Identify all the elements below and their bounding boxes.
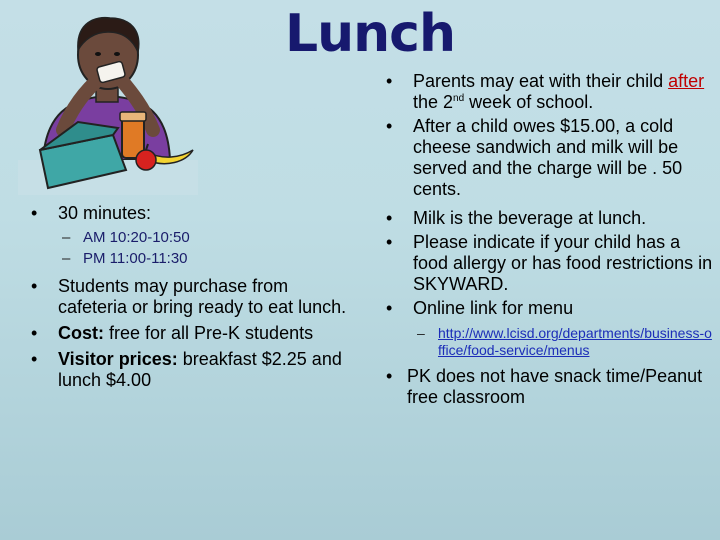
bullet-food-allergy: • Please indicate if your child has a food allergy or has food restrictions in SKYWARD. bbox=[373, 232, 713, 295]
menu-link[interactable]: http://www.lcisd.org/departments/business-office/food-service/menus bbox=[438, 325, 712, 358]
bullet-online-menu: • Online link for menu bbox=[373, 298, 713, 319]
bullet-parents-eat: • Parents may eat with their child after the 2nd week of school. bbox=[373, 71, 713, 113]
slide-title: Lunch bbox=[285, 4, 456, 64]
left-bullet-list bbox=[18, 203, 353, 391]
bullet-milk-beverage: • Milk is the beverage at lunch. bbox=[373, 208, 713, 229]
sub-bullet-menu-link bbox=[373, 325, 713, 359]
after-emphasis: after bbox=[668, 71, 705, 91]
boy-eating-sandwich-icon bbox=[18, 10, 198, 195]
bullet-cost: • Cost: free for all Pre-K students bbox=[18, 323, 353, 344]
bullet-lunch-duration: • 30 minutes: bbox=[18, 203, 353, 224]
bullet-visitor-prices: • Visitor prices: breakfast $2.25 and lunch $4.00 bbox=[18, 349, 353, 391]
bullet-purchase-or-bring: • Students may purchase from cafeteria or bring ready to eat lunch. bbox=[18, 276, 353, 318]
right-bullet-list bbox=[373, 71, 713, 408]
sub-bullet-pm-time: – PM 11:00-11:30 bbox=[18, 250, 353, 268]
sub-bullet-am-time: – AM 10:20-10:50 bbox=[18, 229, 353, 247]
bullet-pk-snack: • PK does not have snack time/Peanut free classroom bbox=[373, 366, 713, 408]
bullet-owes-policy: • After a child owes $15.00, a cold cheese sandwich and milk will be served and the charge will be . 50 cents. bbox=[373, 116, 713, 200]
